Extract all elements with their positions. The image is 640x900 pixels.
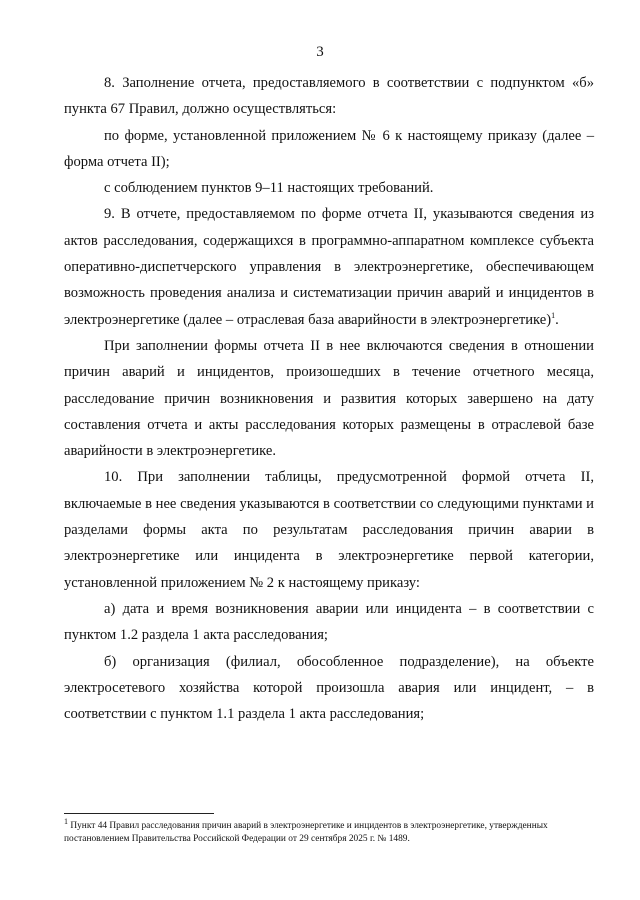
paragraph-10-item-a: а) дата и время возникновения аварии или инцидента – в соответствии с пунктом 1.2 раздела 1 акта расследования; [64, 600, 594, 644]
paragraph-10: 10. При заполнении таблицы, предусмотренной формой отчета II, включаемые в нее сведения указываются в соответствии со следующими пунктами и разделами формы акта по результатам расследования причин аварии в электроэнергетике или инцидента в электроэнергетике первой категории, установленной приложением № 2 к настоящему приказу: [64, 469, 594, 591]
footnote-marker: 1 [64, 816, 68, 826]
paragraph-8-form: по форме, установленной приложением № 6 к настоящему приказу (далее – форма отчета II); [64, 127, 594, 170]
paragraph-9-text: 9. В отчете, предоставляемом по форме отчета II, указываются сведения из актов расследования, содержащихся в программно-аппаратном комплексе субъекта оперативно-диспетчерского управления в электроэнергетике, обеспечивающем возможность проведения анализа и систематизации причин аварий и инцидентов в электроэнергетике (далее – отраслевая база аварийности в электроэнергетике) [64, 206, 594, 328]
footnote-divider [64, 813, 214, 814]
paragraph-9-end: . [555, 311, 559, 328]
paragraph-9 [64, 201, 594, 332]
paragraph-8-compliance: с соблюдением пунктов 9–11 настоящих требований. [104, 180, 434, 197]
document-body [64, 70, 594, 727]
footnote-reference: 1 [551, 310, 556, 320]
paragraph-8: 8. Заполнение отчета, предоставляемого в соответствии с подпунктом «б» пункта 67 Правил, должно осуществляться: [64, 75, 594, 118]
footnote-text: Пункт 44 Правил расследования причин аварий в электроэнергетике и инцидентов в электроэнергетике, утвержденных постановлением Правительства Российской Федерации от 29 сентября 2025 г. № 1489. [64, 821, 548, 844]
paragraph-9-inclusion: При заполнении формы отчета II в нее включаются сведения в отношении причин аварий и инцидентов, произошедших в течение отчетного месяца, расследование причин возникновения и развития которых завершено на дату составления отчета и акты расследования которых размещены в отраслевой базе аварийности в электроэнергетике. [64, 337, 594, 460]
paragraph-10-item-b: б) организация (филиал, обособленное подразделение), на объекте электросетевого хозяйства которой произошла авария или инцидент, – в соответствии с пунктом 1.1 раздела 1 акта расследования; [64, 653, 594, 723]
page-number: 3 [316, 44, 324, 60]
footnote [64, 816, 594, 846]
